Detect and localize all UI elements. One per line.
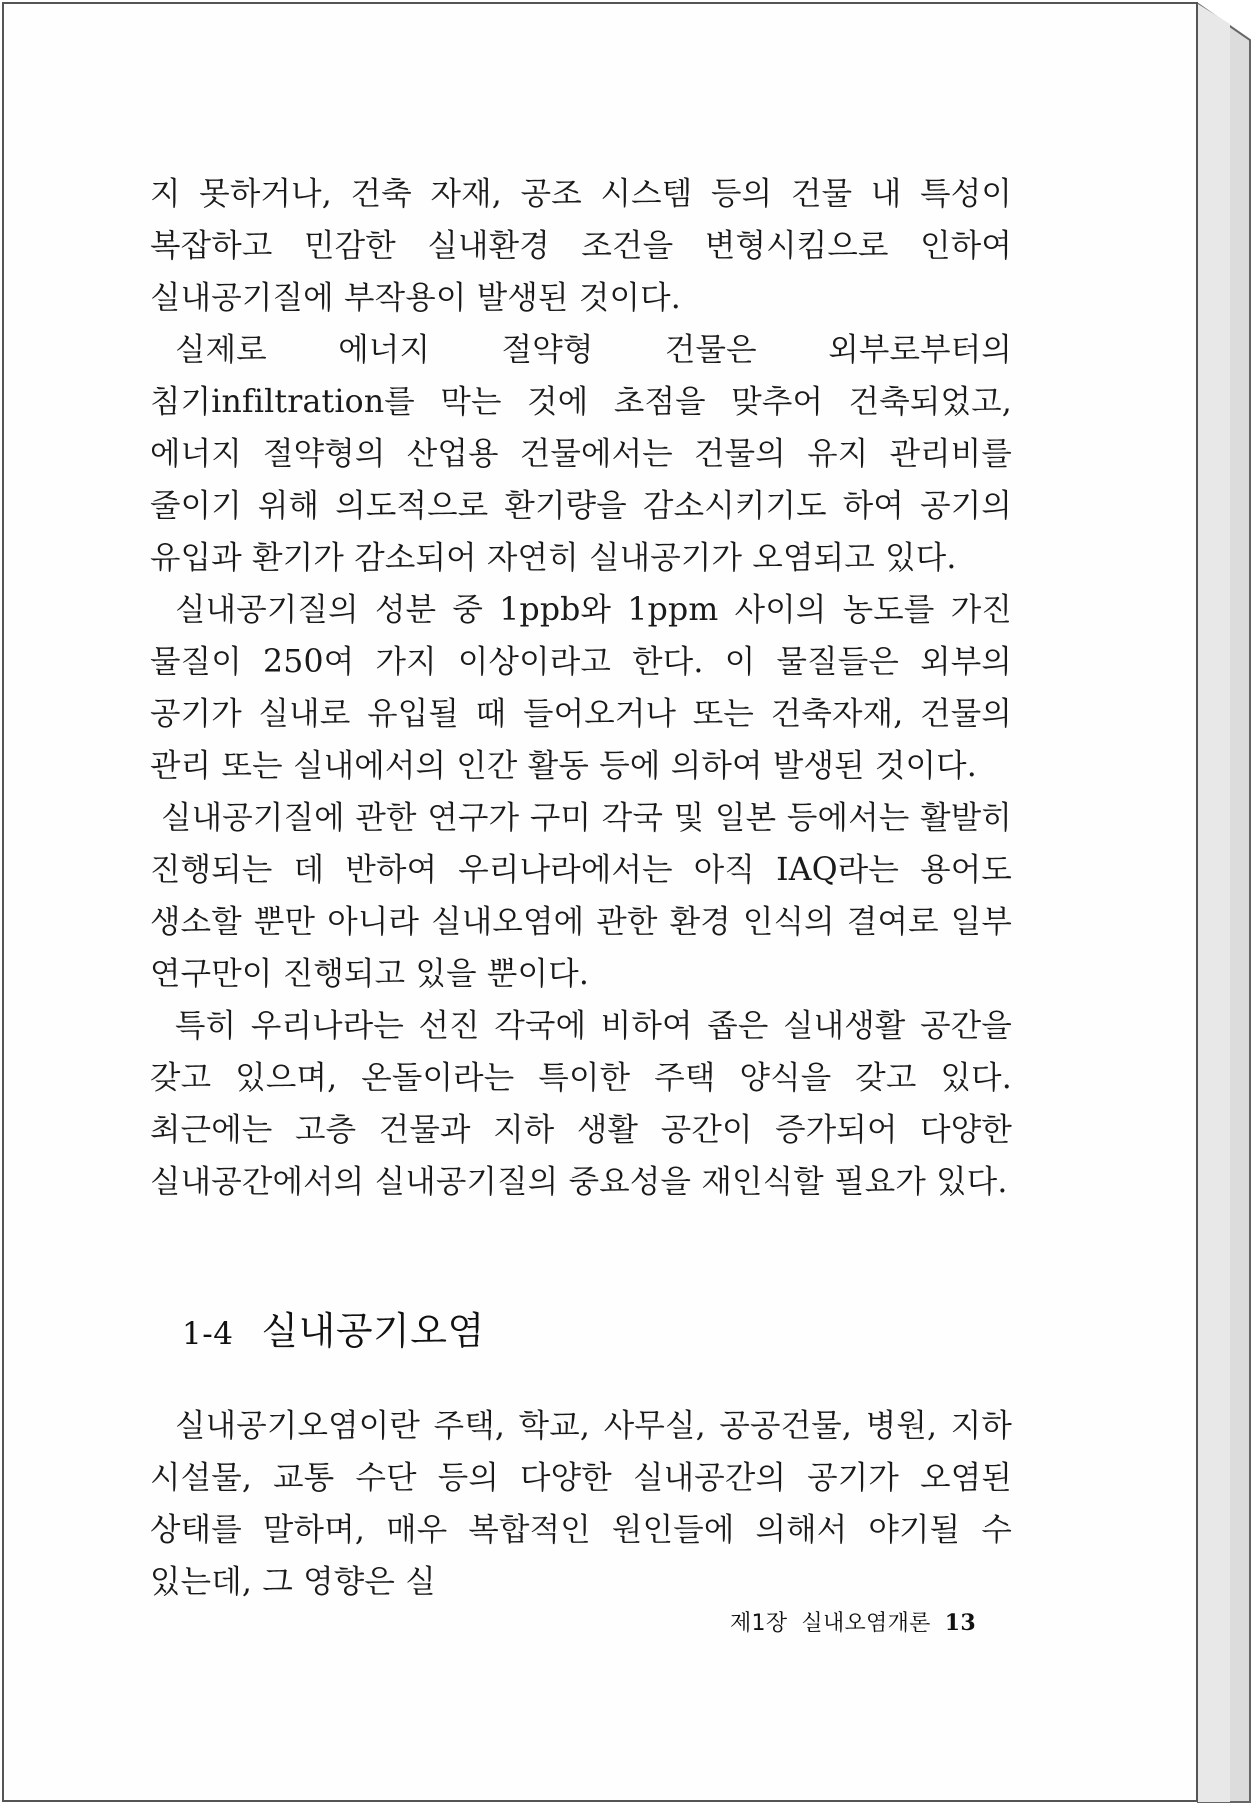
paragraph-research: 실내공기질에 관한 연구가 구미 각국 및 일본 등에서는 활발히 진행되는 데 반하여 우리나라에서는 아직 IAQ라는 용어도 생소할 뿐만 아니라 실내오염에 관한 환경 인식의 결여로 일부 연구만이 진행되고 있을 뿐이다. [150,800,1012,992]
paragraph-korea: 특히 우리나라는 선진 각국에 비하여 좁은 실내생활 공간을 갖고 있으며, 온돌이라는 특이한 주택 양식을 갖고 있다. 최근에는 고층 건물과 지하 생활 공간이 증가되어 다양한 실내공간에서의 실내공기질의 중요성을 재인식할 필요가 있다. [150,1008,1012,1200]
chapter-title: 실내오염개론 [801,1611,931,1636]
section-heading [182,1300,485,1355]
page-number: 13 [944,1610,976,1636]
body-text [150,168,1012,1208]
paragraph-continuation: 지 못하거나, 건축 자재, 공조 시스템 등의 건물 내 특성이 복잡하고 민감한 실내환경 조건을 변형시킴으로 인하여 실내공기질에 부작용이 발생된 것이다. [150,176,1012,316]
paragraph-indoor-pollution: 실내공기오염이란 주택, 학교, 사무실, 공공건물, 병원, 지하 시설물, 교통 수단 등의 다양한 실내공간의 공기가 오염된 상태를 말하며, 매우 복합적인 원인들에 의해서 야기될 수 있는데, 그 영향은 실 [150,1408,1012,1600]
section-body [150,1400,1012,1608]
chapter-label: 제1장 [730,1611,788,1636]
section-number: 1-4 [182,1316,234,1352]
paragraph-energy-buildings: 실제로 에너지 절약형 건물은 외부로부터의 침기infiltration를 막는 것에 초점을 맞추어 건축되었고, 에너지 절약형의 산업용 건물에서는 건물의 유지 관리비를 줄이기 위해 의도적으로 환기량을 감소시키기도 하여 공기의 유입과 환기가 감소되어 자연히 실내공기가 오염되고 있다. [150,332,1012,576]
paragraph-substances: 실내공기질의 성분 중 1ppb와 1ppm 사이의 농도를 가진 물질이 250여 가지 이상이라고 한다. 이 물질들은 외부의 공기가 실내로 유입될 때 들어오거나 또는 건축자재, 건물의 관리 또는 실내에서의 인간 활동 등에 의하여 발생된 것이다. [150,592,1012,784]
running-footer [730,1606,976,1637]
section-title: 실내공기오염 [261,1309,485,1353]
